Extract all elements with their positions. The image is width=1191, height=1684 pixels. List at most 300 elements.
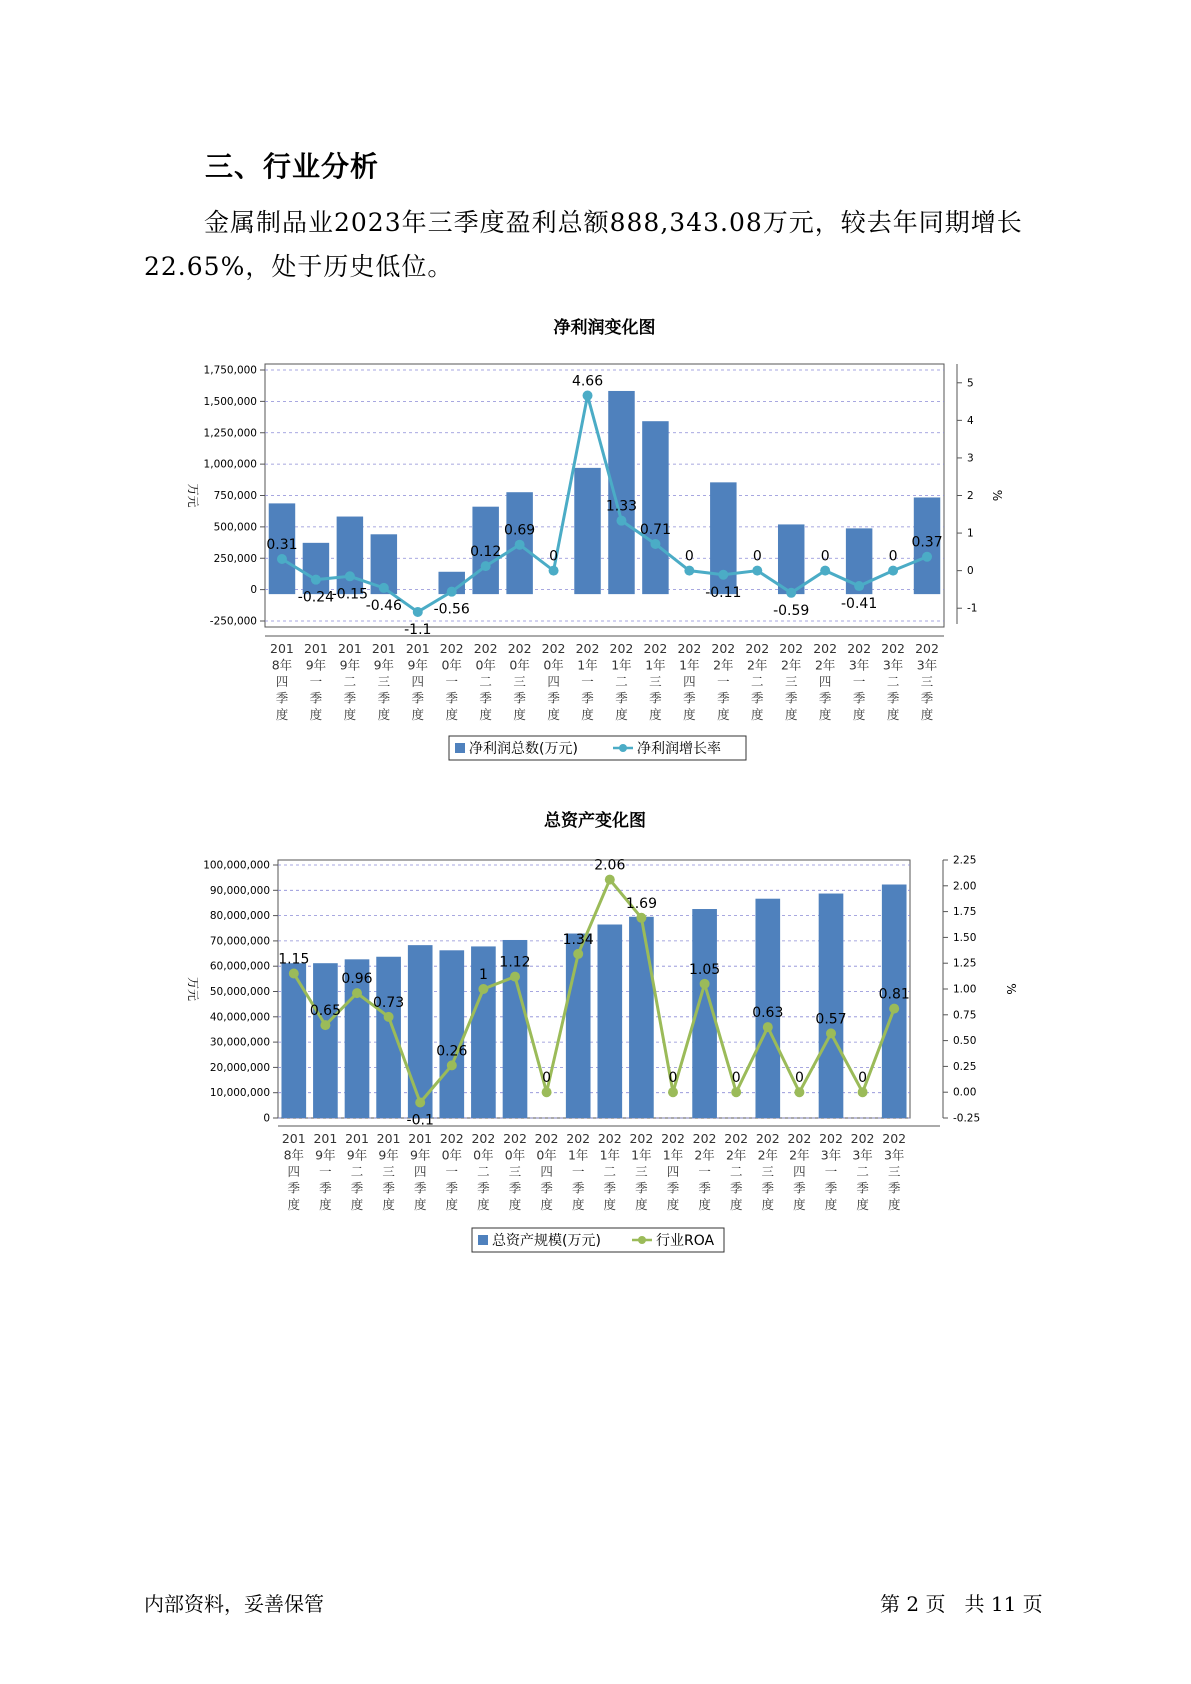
- chart1-data-label: 0: [888, 548, 898, 565]
- chart2-line-point: [731, 1087, 741, 1097]
- chart1-x-tick-label: 一: [309, 674, 323, 689]
- chart1-x-tick-label: 四: [818, 674, 832, 689]
- chart1-x-tick-label: 三: [513, 674, 526, 689]
- chart1-data-label: -0.59: [773, 602, 810, 619]
- chart1-line-point: [583, 391, 593, 401]
- chart1-x-tick-label: 季: [717, 690, 730, 706]
- chart2-x-tick-label: 季: [603, 1180, 617, 1196]
- chart2-x-tick-label: 季: [508, 1180, 522, 1196]
- chart1-x-tick-label: 四: [275, 674, 289, 689]
- chart2-x-tick-label: 201: [376, 1131, 401, 1146]
- chart2-y2-tick-label: 2.25: [953, 854, 977, 867]
- chart1-data-label: -0.15: [331, 586, 368, 603]
- chart1-bar: [337, 517, 363, 595]
- chart2-line-point: [668, 1087, 678, 1097]
- chart2-data-label: 0.65: [309, 1003, 341, 1020]
- chart2-x-tick-label: 三: [382, 1164, 395, 1179]
- chart2-x-tick-label: 四: [793, 1164, 806, 1179]
- chart1-x-tick-label: 2年: [814, 657, 836, 673]
- chart2-line-point: [478, 984, 488, 994]
- chart1-x-tick-label: 季: [513, 690, 526, 706]
- chart2-x-tick-label: 二: [603, 1164, 617, 1179]
- chart2-y-tick-label: 80,000,000: [209, 910, 270, 923]
- chart1-x-tick-label: 度: [513, 707, 526, 722]
- chart2-line-point: [889, 1004, 899, 1014]
- chart2-x-tick-label: 度: [477, 1197, 490, 1212]
- chart2-y-tick-label: 20,000,000: [209, 1061, 270, 1074]
- chart2-x-tick-label: 四: [287, 1164, 301, 1179]
- chart2-x-tick-label: 9年: [346, 1147, 368, 1163]
- chart2-x-tick-label: 202: [534, 1131, 559, 1146]
- chart1-x-tick-label: 季: [581, 690, 594, 706]
- chart2-x-tick-label: 202: [566, 1131, 591, 1146]
- chart2-line-point: [858, 1087, 868, 1097]
- chart1-line-point: [752, 566, 762, 576]
- chart2-x-tick-label: 9年: [378, 1147, 399, 1163]
- chart1-line-point: [515, 540, 525, 550]
- chart1-x-tick-label: 1年: [679, 657, 700, 673]
- chart1-y-axis-label: 万元: [186, 483, 200, 508]
- chart1-x-tick-label: 度: [717, 707, 730, 722]
- chart2-x-tick-label: 202: [471, 1131, 496, 1146]
- chart2-bar: [439, 950, 464, 1118]
- chart1-x-tick-label: 二: [615, 674, 628, 689]
- chart1-x-tick-label: 201: [303, 641, 328, 656]
- chart2-x-tick-label: 202: [661, 1131, 685, 1146]
- chart1-x-tick-label: 季: [886, 690, 900, 706]
- chart1-data-label: -0.24: [297, 589, 335, 606]
- chart2-x-tick-label: 度: [761, 1197, 775, 1212]
- chart1-x-tick-label: 二: [343, 674, 357, 689]
- chart2-line-point: [794, 1087, 804, 1097]
- chart1-y-tick-label: -250,000: [209, 615, 257, 628]
- chart2-y-tick-label: 70,000,000: [209, 935, 270, 948]
- chart1-x-tick-label: 度: [649, 707, 662, 722]
- chart2-x-tick-label: 季: [887, 1180, 901, 1196]
- chart1-line-point: [413, 607, 423, 617]
- chart1-legend: [449, 736, 746, 760]
- chart2-x-tick-label: 度: [887, 1197, 901, 1212]
- chart2-line-point: [605, 875, 615, 885]
- chart1-line-point: [922, 552, 932, 562]
- chart1-line-point: [616, 516, 626, 526]
- chart2-x-tick-label: 0年: [536, 1147, 557, 1163]
- chart2-y2-tick-label: 1.25: [953, 957, 977, 970]
- chart1-data-label: -0.46: [365, 597, 402, 614]
- chart1-x-tick-label: 季: [411, 690, 425, 706]
- chart1-x-tick-label: 201: [337, 641, 362, 656]
- chart1-legend-line-marker: [619, 744, 627, 752]
- chart2-x-tick-label: 季: [793, 1180, 806, 1196]
- chart1-data-label: -0.41: [841, 596, 878, 613]
- chart1-x-tick-label: 202: [847, 641, 872, 656]
- chart2-x-tick-label: 季: [761, 1180, 775, 1196]
- chart2-data-label: 0.96: [341, 971, 373, 988]
- chart2-x-tick-label: 度: [287, 1197, 301, 1212]
- chart1-bar: [608, 391, 634, 594]
- chart1-y-tick-label: 500,000: [213, 521, 257, 534]
- chart2-data-label: 1.15: [278, 951, 310, 968]
- chart1-x-tick-label: 季: [920, 690, 934, 706]
- chart2-x-tick-label: 0年: [441, 1147, 463, 1163]
- chart2-x-tick-label: 度: [793, 1197, 806, 1212]
- chart2-y-tick-label: 50,000,000: [209, 986, 270, 998]
- chart2-x-tick-label: 三: [761, 1164, 775, 1179]
- chart1-legend-line-label: 净利润增长率: [637, 741, 721, 757]
- chart1-x-tick-label: 0年: [441, 657, 462, 673]
- chart2-x-tick-label: 3年: [852, 1147, 873, 1163]
- chart2-x-tick-label: 二: [856, 1164, 869, 1179]
- chart2-line-point: [320, 1020, 330, 1030]
- chart2-legend-line-label: 行业ROA: [656, 1233, 715, 1249]
- chart2-x-tick-label: 度: [729, 1197, 743, 1212]
- chart1-x-tick-label: 三: [784, 674, 798, 689]
- footer-confidential: 内部资料，妥善保管: [144, 1592, 324, 1616]
- chart1-data-label: 4.66: [571, 373, 604, 390]
- chart2-x-tick-label: 度: [319, 1197, 332, 1212]
- chart2-x-tick-label: 2年: [725, 1147, 747, 1163]
- chart2-y2-tick-label: -0.25: [953, 1112, 981, 1125]
- chart1-x-tick-label: 9年: [339, 657, 361, 673]
- chart2-x-tick-label: 202: [629, 1131, 654, 1146]
- chart1-x-tick-label: 度: [445, 707, 458, 722]
- chart1-x-tick-label: 季: [818, 690, 832, 706]
- total-assets-chart: [0, 805, 1191, 1265]
- chart1-data-label: 0: [549, 548, 559, 565]
- chart2-y2-tick-label: 1.00: [953, 983, 977, 996]
- chart1-x-tick-label: 二: [751, 674, 764, 689]
- chart1-line-point: [549, 566, 559, 576]
- chart1-line-point: [718, 570, 728, 580]
- chart1-data-label: 0.69: [504, 522, 536, 539]
- chart2-x-tick-label: 度: [603, 1197, 617, 1212]
- chart1-legend-bar-swatch: [455, 743, 465, 753]
- chart1-x-tick-label: 201: [405, 641, 430, 656]
- chart2-data-label: 0.26: [436, 1043, 468, 1060]
- chart1-x-tick-label: 三: [377, 674, 391, 689]
- chart2-legend-line-marker: [638, 1236, 646, 1244]
- chart2-bar: [819, 894, 844, 1118]
- chart1-x-tick-label: 2年: [747, 657, 768, 673]
- chart1-y-tick-label: 1,250,000: [203, 427, 257, 440]
- chart1-line-point: [820, 566, 830, 576]
- chart2-x-tick-label: 9年: [409, 1147, 431, 1163]
- chart1-x-tick-label: 季: [683, 690, 696, 706]
- chart1-x-tick-label: 0年: [475, 657, 496, 673]
- chart2-x-tick-label: 季: [477, 1180, 490, 1196]
- chart2-x-tick-label: 201: [281, 1131, 306, 1146]
- chart2-x-tick-label: 三: [508, 1164, 522, 1179]
- chart1-x-tick-label: 四: [411, 674, 425, 689]
- chart1-x-tick-label: 202: [541, 641, 566, 656]
- chart2-x-tick-label: 季: [698, 1180, 711, 1196]
- chart1-x-tick-label: 季: [784, 690, 798, 706]
- chart2-y-axis-label: 万元: [186, 976, 200, 1002]
- chart2-x-tick-label: 201: [313, 1131, 338, 1146]
- chart1-x-tick-label: 季: [649, 690, 662, 706]
- chart1-x-tick-label: 度: [818, 707, 832, 722]
- chart2-plot-frame: [278, 857, 910, 1118]
- chart1-x-tick-label: 季: [615, 690, 628, 706]
- chart2-y2-tick-label: 1.75: [953, 906, 977, 919]
- chart1-x-tick-label: 3年: [916, 657, 938, 673]
- chart1-x-tick-label: 季: [343, 690, 357, 706]
- chart2-x-tick-label: 202: [787, 1131, 812, 1146]
- chart2-x-tick-label: 度: [540, 1197, 553, 1212]
- chart2-data-label: 0.73: [373, 994, 405, 1011]
- chart2-data-label: 0: [858, 1070, 868, 1087]
- chart2-x-tick-label: 201: [345, 1131, 369, 1146]
- chart1-x-tick-label: 三: [920, 674, 934, 689]
- chart2-y2-tick-label: 0.00: [953, 1086, 977, 1099]
- chart1-x-tick-label: 202: [609, 641, 634, 656]
- chart2-line-point: [510, 972, 520, 982]
- chart2-x-tick-label: 202: [819, 1131, 843, 1146]
- chart1-x-tick-label: 3年: [848, 657, 870, 673]
- chart2-x-tick-label: 三: [887, 1164, 901, 1179]
- chart1-x-tick-label: 度: [920, 707, 934, 722]
- chart2-data-label: 0.63: [752, 1005, 784, 1022]
- chart2-line-point: [700, 979, 710, 989]
- chart1-x-tick-label: 202: [439, 641, 464, 656]
- chart1-data-label: 0: [752, 548, 762, 565]
- chart1-data-label: 0.12: [470, 544, 502, 561]
- chart2-x-tick-label: 1年: [599, 1147, 621, 1163]
- chart2-x-tick-label: 季: [382, 1180, 395, 1196]
- chart1-data-label: 0.31: [266, 536, 298, 553]
- chart2-x-tick-label: 8年: [283, 1147, 305, 1163]
- chart1-x-tick-label: 季: [479, 690, 492, 706]
- chart1-x-tick-label: 9年: [407, 657, 429, 673]
- chart1-y-tick-label: 1,750,000: [203, 364, 257, 377]
- chart2-x-tick-label: 四: [413, 1164, 427, 1179]
- chart1-x-tick-label: 季: [309, 690, 323, 706]
- chart1-x-tick-label: 一: [852, 674, 866, 689]
- chart1-x-tick-label: 度: [615, 707, 628, 722]
- chart1-x-tick-label: 度: [411, 707, 425, 722]
- chart1-x-tick-label: 季: [852, 690, 866, 706]
- chart2-x-tick-label: 202: [755, 1131, 780, 1146]
- chart2-data-label: 1.69: [625, 895, 657, 912]
- chart2-x-tick-label: 一: [319, 1164, 332, 1179]
- chart2-line-point: [636, 913, 646, 923]
- chart2-x-tick-label: 季: [571, 1180, 585, 1196]
- chart1-x-tick-label: 一: [717, 674, 730, 689]
- chart2-x-tick-label: 度: [571, 1197, 585, 1212]
- chart1-y-tick-label: 750,000: [213, 490, 257, 502]
- chart2-x-tick-label: 0年: [473, 1147, 494, 1163]
- chart1-x-tick-label: 0年: [543, 657, 564, 673]
- chart2-x-tick-label: 201: [408, 1131, 433, 1146]
- chart1-line-point: [650, 539, 660, 549]
- chart2-y2-tick-label: 0.50: [953, 1035, 977, 1048]
- chart1-line-point: [345, 571, 355, 581]
- chart2-title: 总资产变化图: [544, 811, 646, 831]
- chart2-data-label: 1.12: [499, 954, 531, 971]
- chart2-x-tick-label: 季: [350, 1180, 364, 1196]
- chart2-x-tick-label: 9年: [315, 1147, 336, 1163]
- chart1-x-tick-label: 2年: [780, 657, 802, 673]
- chart1-bar: [778, 524, 804, 594]
- chart2-line-point: [352, 988, 362, 998]
- chart2-line-point: [573, 949, 583, 959]
- chart2-bar: [629, 917, 654, 1118]
- chart2-x-tick-label: 季: [824, 1180, 838, 1196]
- chart2-x-tick-label: 季: [319, 1180, 332, 1196]
- chart2-line-point: [542, 1087, 552, 1097]
- chart2-y-tick-label: 0: [263, 1112, 270, 1125]
- chart1-y2-axis-label: %: [990, 489, 1004, 502]
- chart1-x-tick-label: 季: [751, 690, 764, 706]
- chart1-legend-bar-label: 净利润总数(万元): [469, 741, 578, 757]
- chart2-x-tick-label: 2年: [789, 1147, 810, 1163]
- chart1-y2-tick-label: -1: [967, 602, 978, 615]
- chart1-bar: [574, 468, 600, 594]
- chart2-x-tick-label: 3年: [883, 1147, 905, 1163]
- chart2-x-tick-label: 一: [824, 1164, 838, 1179]
- chart2-x-tick-label: 2年: [757, 1147, 779, 1163]
- summary-paragraph: 金属制品业2023年三季度盈利总额888,343.08万元，较去年同期增长22.65%，处于历史低位。: [144, 208, 1023, 281]
- net-profit-chart: [0, 310, 1191, 780]
- chart2-y-tick-label: 60,000,000: [209, 960, 270, 973]
- chart1-y-tick-label: 250,000: [213, 552, 257, 565]
- chart1-x-tick-label: 202: [745, 641, 770, 656]
- chart1-x-tick-label: 度: [886, 707, 900, 722]
- chart2-y2-tick-label: 2.00: [953, 880, 977, 893]
- chart2-x-tick-label: 度: [666, 1197, 680, 1212]
- chart2-line-point: [384, 1012, 394, 1022]
- chart1-x-tick-label: 度: [784, 707, 798, 722]
- chart2-x-tick-label: 3年: [820, 1147, 842, 1163]
- chart1-x-tick-label: 度: [683, 707, 696, 722]
- chart1-x-tick-label: 季: [547, 690, 560, 706]
- chart2-x-tick-label: 202: [850, 1131, 875, 1146]
- chart2-legend: [472, 1228, 724, 1252]
- chart1-y2-tick-label: 1: [967, 527, 974, 540]
- footer-page-number: 第 2 页 共 11 页: [880, 1592, 1043, 1616]
- chart1-x-tick-label: 8年: [271, 657, 293, 673]
- chart2-x-tick-label: 1年: [662, 1147, 684, 1163]
- chart1-x-tick-label: 一: [445, 674, 458, 689]
- chart2-x-tick-label: 季: [729, 1180, 743, 1196]
- chart1-y2-tick-label: 2: [967, 490, 974, 502]
- chart1-x-tick-label: 202: [575, 641, 600, 656]
- chart2-x-tick-label: 0年: [504, 1147, 526, 1163]
- chart2-x-tick-label: 四: [540, 1164, 553, 1179]
- chart2-x-tick-label: 度: [382, 1197, 395, 1212]
- chart1-x-tick-label: 201: [371, 641, 396, 656]
- chart1-x-tick-label: 度: [377, 707, 391, 722]
- chart2-legend-bar-label: 总资产规模(万元): [492, 1233, 601, 1249]
- chart2-x-tick-label: 季: [540, 1180, 553, 1196]
- chart1-y-tick-label: 1,000,000: [203, 458, 257, 471]
- chart1-line-point: [888, 566, 898, 576]
- chart2-x-tick-label: 一: [445, 1164, 459, 1179]
- chart1-data-label: 0.71: [639, 521, 672, 538]
- chart2-line-point: [763, 1022, 773, 1032]
- chart2-y2-tick-label: 1.50: [953, 931, 977, 944]
- chart2-x-tick-label: 202: [692, 1131, 717, 1146]
- chart1-y-tick-label: 0: [250, 584, 257, 597]
- chart2-y-tick-label: 100,000,000: [203, 859, 270, 872]
- chart2-y2-tick-label: 0.25: [953, 1060, 977, 1073]
- chart1-line-point: [277, 554, 287, 564]
- chart2-data-label: 0: [794, 1070, 804, 1087]
- chart2-line-point: [415, 1098, 425, 1108]
- chart2-data-label: -0.1: [406, 1112, 434, 1129]
- chart1-x-tick-label: 二: [886, 674, 900, 689]
- chart1-x-tick-label: 202: [677, 641, 702, 656]
- chart1-x-tick-label: 1年: [577, 657, 598, 673]
- chart1-line-point: [447, 587, 457, 597]
- chart2-y-tick-label: 30,000,000: [209, 1036, 270, 1049]
- chart2-data-label: 0: [542, 1070, 552, 1087]
- chart2-y-tick-label: 40,000,000: [209, 1011, 270, 1024]
- chart1-y2-tick-label: 0: [967, 565, 974, 578]
- chart1-x-tick-label: 202: [507, 641, 532, 656]
- chart1-data-label: -0.56: [433, 601, 470, 618]
- chart1-x-tick-label: 1年: [611, 657, 632, 673]
- chart2-x-tick-label: 二: [477, 1164, 490, 1179]
- chart2-line-point: [289, 969, 299, 979]
- chart2-x-tick-label: 202: [882, 1131, 907, 1146]
- chart1-data-label: -0.11: [705, 584, 742, 601]
- chart2-data-label: 0.81: [878, 986, 910, 1003]
- chart2-data-label: 0.57: [815, 1011, 847, 1028]
- chart1-x-tick-label: 季: [445, 690, 458, 706]
- chart2-x-tick-label: 季: [635, 1180, 648, 1196]
- chart1-x-tick-label: 季: [275, 690, 289, 706]
- chart2-x-tick-label: 1年: [631, 1147, 652, 1163]
- chart1-x-tick-label: 一: [581, 674, 594, 689]
- chart1-y2-tick-label: 5: [967, 377, 974, 390]
- chart1-line-point: [854, 581, 864, 591]
- chart2-x-tick-label: 一: [698, 1164, 711, 1179]
- chart2-x-tick-label: 度: [635, 1197, 648, 1212]
- chart2-x-tick-label: 三: [635, 1164, 648, 1179]
- chart1-data-label: -1.1: [404, 621, 432, 638]
- chart1-bar: [303, 543, 329, 594]
- chart1-x-tick-label: 201: [270, 641, 294, 656]
- chart1-x-tick-label: 四: [683, 674, 696, 689]
- chart1-data-label: 0.37: [911, 534, 943, 551]
- chart1-data-label: 0: [820, 548, 830, 565]
- chart2-y2-axis-label: %: [1004, 983, 1018, 995]
- chart2-data-label: 0: [731, 1070, 741, 1087]
- chart2-x-tick-label: 202: [503, 1131, 527, 1146]
- chart1-data-label: 1.33: [605, 498, 638, 515]
- chart2-x-tick-label: 度: [856, 1197, 869, 1212]
- chart1-x-tick-label: 202: [915, 641, 939, 656]
- chart1-x-tick-label: 202: [779, 641, 804, 656]
- chart1-x-tick-label: 三: [649, 674, 662, 689]
- chart2-x-tick-label: 202: [597, 1131, 622, 1146]
- chart2-x-tick-label: 度: [824, 1197, 838, 1212]
- chart2-x-tick-label: 季: [287, 1180, 301, 1196]
- chart1-x-tick-label: 202: [881, 641, 906, 656]
- chart2-data-label: 1.05: [689, 961, 721, 978]
- chart1-x-tick-label: 度: [852, 707, 866, 722]
- chart2-x-tick-label: 度: [413, 1197, 427, 1212]
- chart1-bar: [642, 421, 668, 594]
- chart1-x-tick-label: 度: [275, 707, 289, 722]
- chart1-x-tick-label: 3年: [882, 657, 904, 673]
- chart1-y2-tick-label: 4: [967, 414, 974, 427]
- chart2-x-tick-label: 一: [571, 1164, 585, 1179]
- chart2-x-tick-label: 1年: [567, 1147, 589, 1163]
- chart1-x-tick-label: 季: [377, 690, 391, 706]
- chart2-line-point: [826, 1028, 836, 1038]
